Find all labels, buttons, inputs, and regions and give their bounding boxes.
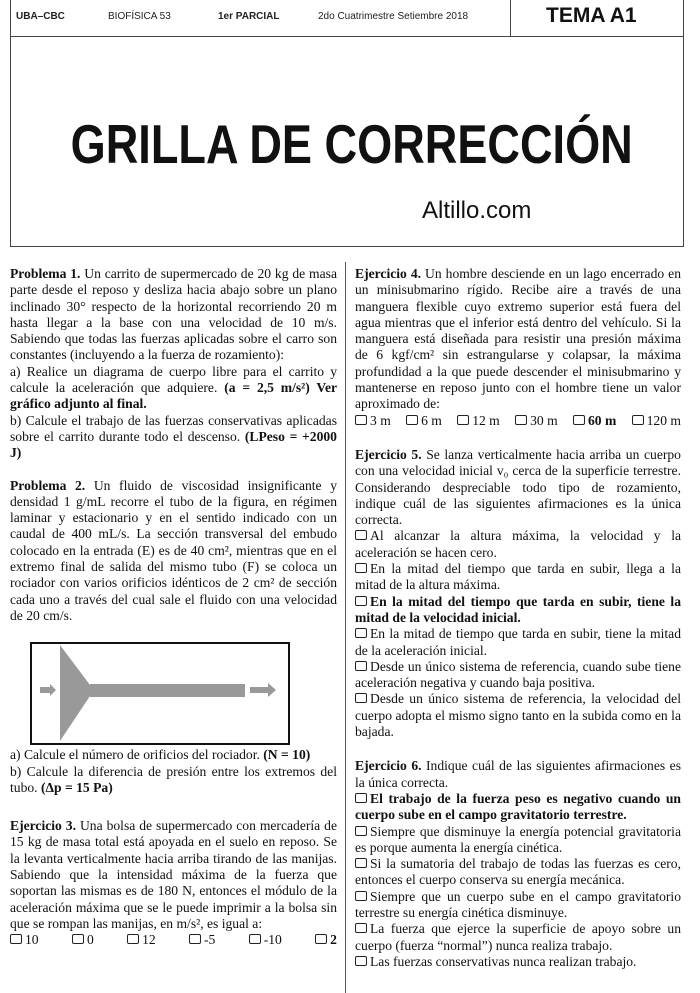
checkbox-icon[interactable]: [189, 934, 201, 944]
statement: Un carrito de supermercado de 20 kg de masa parte desde el reposo y desliza hacia abajo sobre un plano inclinado 30° respecto de la horizontal recorriendo 20 m hasta llegar a la base con una velocidad de 10 m/s. Sabiendo que todas las fuerzas aplicadas sobre el carro son constantes (incluyendo a la fuerza de rozamiento):: [10, 266, 337, 363]
option-label: 2: [330, 932, 337, 948]
option-label: Desde un único sistema de referencia, cuando sube tiene aceleración negativa y cuando baja positiva.: [355, 658, 681, 691]
period: 2do Cuatrimestre Setiembre 2018: [318, 11, 469, 22]
checkbox-icon[interactable]: [355, 956, 367, 966]
divider: [510, 0, 511, 36]
left-column: [10, 266, 337, 965]
statement: Un hombre desciende en un lago encerrado en un minisubmarino rígido. Recibe aire a través de una manguera flexible cuyo extremo superior está fuera del agua mientras que el inferior está dentro del vehículo. Si la manguera está diseñada para resistir una presión máxima de 6 kgf/cm² sin estrangularse y colapsar, la máxima profundidad a la que puede descender el minisubmarino y mantenerse en reposo junto con el hombre tiene un valor aproximado de:: [355, 266, 681, 412]
option-label: 0: [86, 932, 94, 948]
option-item[interactable]: [632, 413, 681, 429]
checkbox-icon[interactable]: [355, 693, 367, 703]
option-item[interactable]: [355, 561, 681, 594]
label: Ejercicio 4.: [355, 266, 422, 281]
option-label: El trabajo de la fuerza peso es negativo cuando un cuerpo sube en el campo gravitatorio terrestre.: [355, 790, 681, 823]
option-label: 120 m: [646, 412, 681, 428]
options: [355, 528, 681, 740]
subject: BIOFÍSICA 53: [108, 11, 171, 22]
statement: Indique cuál de las siguientes afirmaciones es la única correcta.: [355, 758, 681, 790]
option-item[interactable]: [355, 791, 681, 824]
divider: [10, 36, 684, 37]
checkbox-icon[interactable]: [355, 530, 367, 540]
answer-b: (Δp = 15 Pa): [40, 779, 113, 795]
option-label: Las fuerzas conservativas nunca realizan trabajo.: [370, 953, 637, 969]
checkbox-icon[interactable]: [355, 891, 367, 901]
checkbox-icon[interactable]: [355, 415, 367, 425]
option-label: Al alcanzar la altura máxima, la velocidad y la aceleración se hacen cero.: [355, 528, 681, 560]
right-column: [355, 266, 681, 986]
option-label: 3 m: [370, 412, 391, 428]
checkbox-icon[interactable]: [355, 628, 367, 638]
option-item[interactable]: [355, 889, 681, 922]
option-item[interactable]: [72, 932, 94, 948]
option-item[interactable]: [127, 932, 156, 948]
exercise-5: [355, 447, 681, 740]
option-item[interactable]: [355, 528, 681, 561]
option-item[interactable]: [355, 626, 681, 659]
statement: Un fluido de viscosidad insignificante y densidad 1 g/mL recorre el tubo de la figura, en régimen laminar y estacionario y en el sentido indicado con un caudal de 400 mL/s. La sección transversal del embudo colocado en la entrada (E) es de 40 cm², mientras que en el extremo final de salida del mismo tubo (F) se coloca un rociador con varios orificios idénticos de 2 cm² de sección cada uno a través del cual sale el fluido con una velocidad de 20 cm/s.: [10, 477, 337, 623]
checkbox-icon[interactable]: [355, 563, 367, 573]
option-item[interactable]: [355, 691, 681, 740]
watermark: Altillo.com: [422, 197, 532, 224]
option-item[interactable]: [249, 932, 282, 948]
option-item[interactable]: [355, 824, 681, 857]
option-item[interactable]: [355, 954, 681, 970]
label: Ejercicio 5.: [355, 446, 422, 462]
label: Ejercicio 6.: [355, 758, 422, 774]
option-label: 6 m: [421, 412, 442, 428]
checkbox-icon[interactable]: [457, 415, 469, 425]
checkbox-icon[interactable]: [515, 415, 527, 425]
option-item[interactable]: [315, 932, 337, 948]
problem-2: [10, 478, 337, 625]
option-item[interactable]: [355, 594, 681, 627]
checkbox-icon[interactable]: [355, 596, 367, 606]
part-b: b) Calcule la diferencia de presión entre los extremos del tubo.: [10, 763, 337, 795]
tube-figure: [30, 642, 290, 745]
label: Problema 2.: [10, 477, 86, 493]
option-item[interactable]: [10, 932, 39, 948]
checkbox-icon[interactable]: [355, 826, 367, 836]
problem-1: [10, 266, 337, 462]
label: Problema 1.: [10, 266, 81, 281]
option-label: En la mitad de tiempo que tarda en subir, tiene la mitad de la aceleración inicial.: [355, 626, 681, 658]
option-item[interactable]: [355, 856, 681, 889]
checkbox-icon[interactable]: [355, 661, 367, 671]
column-divider: [345, 262, 346, 993]
checkbox-icon[interactable]: [355, 858, 367, 868]
option-label: 10: [25, 932, 39, 948]
checkbox-icon[interactable]: [406, 415, 418, 425]
label: Ejercicio 3.: [10, 818, 76, 834]
checkbox-icon[interactable]: [355, 793, 367, 803]
option-label: Siempre que un cuerpo sube en el campo gravitatorio terrestre su energía cinética disminuye.: [355, 888, 681, 920]
problem-2-parts: [10, 747, 337, 796]
option-item[interactable]: [515, 413, 558, 429]
option-item[interactable]: [573, 413, 616, 429]
part-b: b) Calcule el trabajo de las fuerzas conservativas aplicadas sobre el carrito durante todo el descenso.: [10, 412, 337, 444]
option-label: 60 m: [587, 412, 617, 428]
option-label: En la mitad del tiempo que tarda en subir, tiene la mitad de la velocidad inicial.: [355, 593, 681, 625]
option-item[interactable]: [355, 413, 391, 429]
exercise-4: [355, 266, 681, 429]
option-label: Si la sumatoria del trabajo de todas las fuerzas es cero, entonces el cuerpo conserva su energía mecánica.: [355, 856, 681, 888]
checkbox-icon[interactable]: [632, 415, 644, 425]
checkbox-icon[interactable]: [10, 934, 22, 944]
option-label: 12: [142, 932, 156, 948]
checkbox-icon[interactable]: [127, 934, 139, 944]
checkbox-icon[interactable]: [249, 934, 261, 944]
checkbox-icon[interactable]: [355, 923, 367, 933]
answer-a: (N = 10): [263, 747, 311, 763]
option-label: Desde un único sistema de referencia, la velocidad del cuerpo adopta el mismo signo tanto en la subida como en la bajada.: [355, 691, 681, 740]
statement: Una bolsa de supermercado con mercadería de 15 kg de masa total está apoyada en el suelo en reposo. Se la levanta verticalmente hacia arriba tirando de las manijas. Sabiendo que la intensidad máxima de la fuerza que soportan las mismas es de 180 N, entonces el módulo de la aceleración máxima que se le puede imprimir a la bolsa sin que se rompan las manijas, en m/s², es igual a:: [10, 818, 337, 931]
tema-label: TEMA A1: [546, 4, 637, 27]
exam-name: 1er PARCIAL: [218, 11, 280, 22]
option-label: 30 m: [530, 412, 558, 428]
answer-a: (a = 2,5 m/s²) Ver gráfico adjunto al final.: [10, 380, 338, 412]
option-label: -10: [263, 932, 282, 948]
checkbox-icon[interactable]: [573, 415, 585, 425]
institution: UBA–CBC: [16, 11, 65, 22]
exercise-3: [10, 818, 337, 948]
checkbox-icon[interactable]: [72, 934, 84, 944]
option-item[interactable]: [406, 413, 442, 429]
part-a: a) Realice un diagrama de cuerpo libre para el carrito y calcule la aceleración que adquiere.: [10, 363, 337, 396]
answer-b: (LPeso = +2000 J): [10, 428, 337, 461]
option-item[interactable]: [355, 659, 681, 692]
option-label: En la mitad del tiempo que tarda en subir, llega a la mitad de la altura máxima.: [355, 561, 681, 593]
option-label: -5: [204, 932, 216, 948]
part-a: a) Calcule el número de orificios del rociador.: [10, 747, 264, 763]
option-label: 12 m: [472, 412, 500, 428]
option-label: La fuerza que ejerce la superficie de apoyo sobre un cuerpo (fuerza “normal”) nunca realiza trabajo.: [355, 921, 681, 953]
exercise-6: [355, 758, 681, 970]
option-item[interactable]: [189, 932, 215, 948]
options: [10, 932, 337, 948]
options: [355, 413, 681, 429]
option-item[interactable]: [457, 413, 500, 429]
option-label: Siempre que disminuye la energía potencial gravitatoria es porque aumenta la energía cinética.: [355, 823, 681, 855]
checkbox-icon[interactable]: [315, 934, 327, 944]
statement: Se lanza verticalmente hacia arriba un cuerpo con una velocidad inicial v₀ cerca de la superficie terrestre. Considerando despreciable todo tipo de rozamiento, indique cuál de las siguientes afirmaciones es la única correcta.: [355, 446, 681, 528]
option-item[interactable]: [355, 921, 681, 954]
page-title: GRILLA DE CORRECCIÓN: [70, 113, 633, 175]
options: [355, 791, 681, 970]
